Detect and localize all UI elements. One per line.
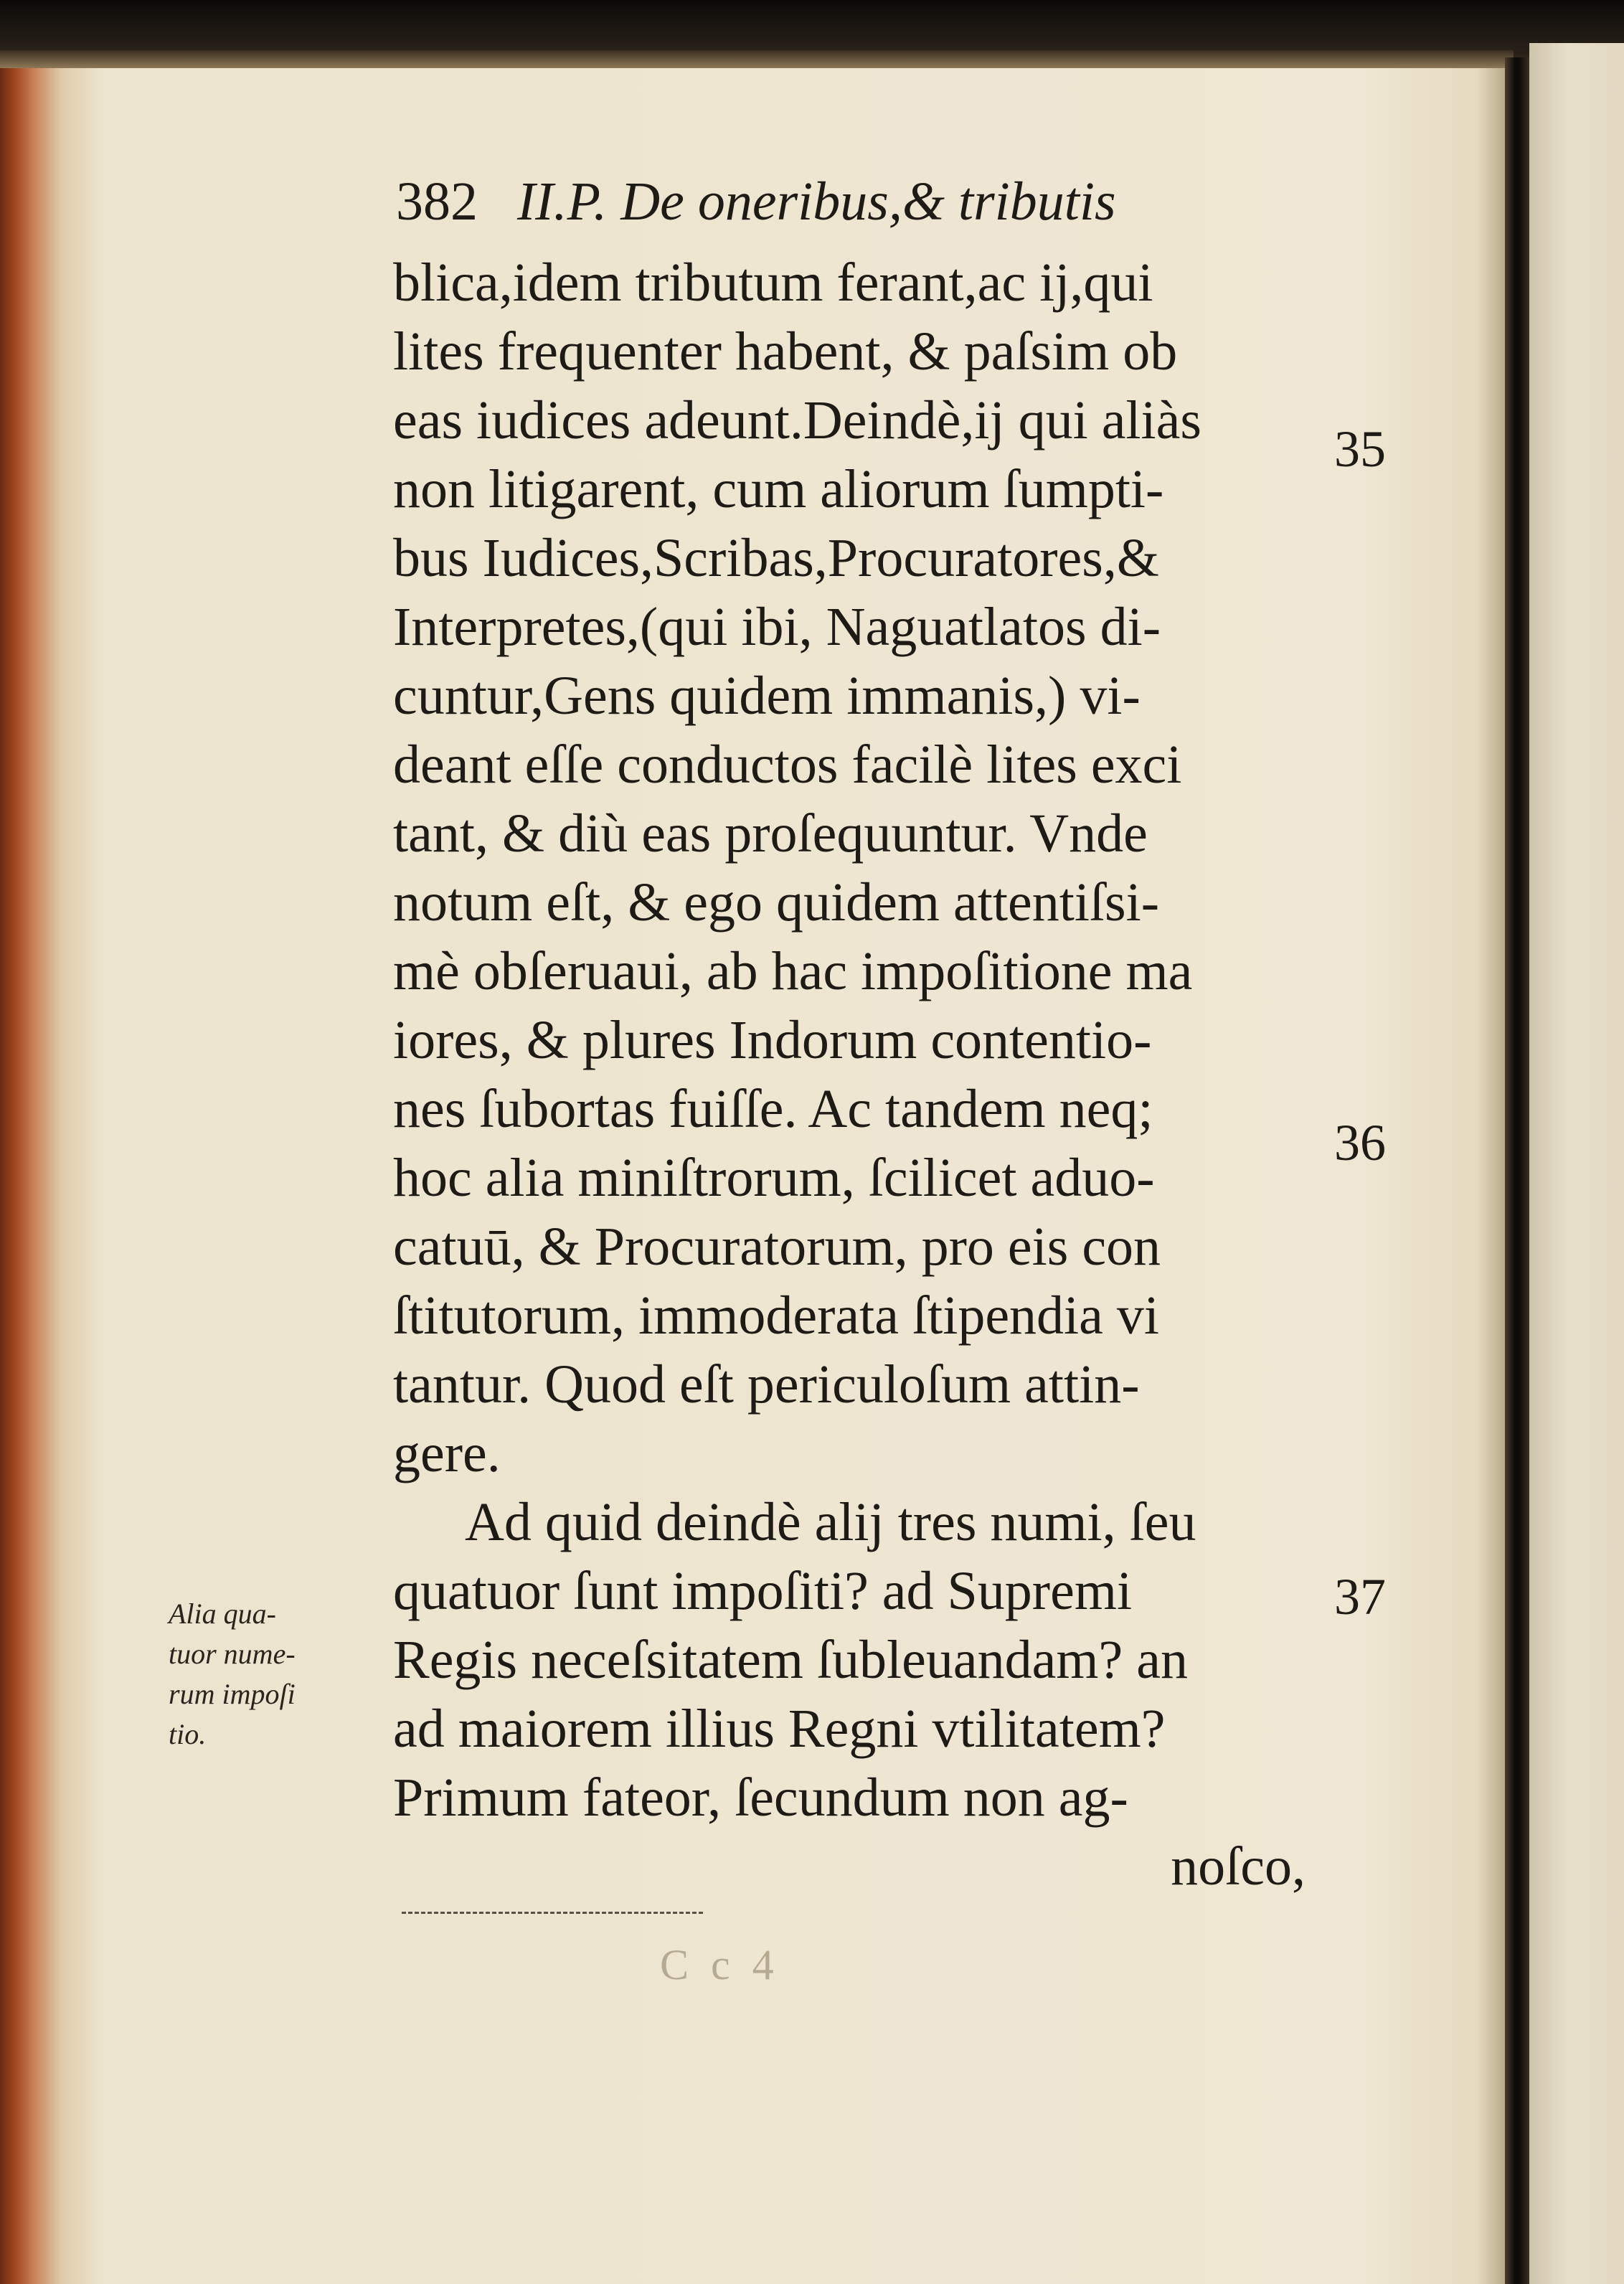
body-line: quatuor ſunt impoſiti? ad Supremi: [393, 1561, 1133, 1621]
running-title: II.P. De oneribus,& tributis: [517, 171, 1116, 232]
body-line: cuntur,Gens quidem immanis,) vi-: [393, 666, 1141, 726]
marginal-note: [169, 1594, 384, 1755]
marginal-note-line: tio.: [169, 1718, 207, 1750]
body-line: nes ſubortas fuiſſe. Ac tandem neq;: [393, 1079, 1153, 1139]
marginal-note-line: tuor nume-: [169, 1638, 296, 1670]
body-line: ſtitutorum, immoderata ſtipendia vi: [393, 1285, 1160, 1346]
body-line: hoc alia miniſtrorum, ſcilicet aduo-: [393, 1148, 1155, 1208]
body-line: eas iudices adeunt.Deindè,ij qui aliàs: [393, 390, 1202, 450]
underline-rule: [402, 1912, 703, 1914]
body-line: bus Iudices,Scribas,Procuratores,&: [393, 528, 1159, 588]
body-line: Interpretes,(qui ibi, Naguatlatos di-: [393, 597, 1161, 657]
signature-mark: C c 4: [660, 1941, 780, 1988]
book-gutter: [1505, 57, 1529, 2284]
body-line: ad maiorem illius Regni vtilitatem?: [393, 1699, 1166, 1759]
marginal-note-line: rum impoſi: [169, 1678, 296, 1710]
body-line: Regis neceſsitatem ſubleuandam? an: [393, 1630, 1188, 1690]
margin-number: 37: [1334, 1568, 1386, 1625]
body-line: deant eſſe conductos facilè lites exci: [393, 735, 1182, 795]
body-line: non litigarent, cum aliorum ſumpti-: [393, 459, 1164, 519]
body-line: Primum fateor, ſecundum non ag-: [393, 1768, 1128, 1828]
marginal-note-line: Alia qua-: [169, 1598, 276, 1630]
page-number: 382: [396, 171, 478, 232]
body-line: catuū, & Procuratorum, pro eis con: [393, 1217, 1161, 1277]
margin-number: 35: [1334, 420, 1386, 478]
body-line: notum eſt, & ego quidem attentiſsi-: [393, 872, 1160, 933]
body-line: tant, & diù eas proſequuntur. Vnde: [393, 803, 1148, 864]
body-line: tantur. Quod eſt periculoſum attin-: [393, 1354, 1140, 1415]
margin-number: 36: [1334, 1114, 1386, 1171]
body-line: blica,idem tributum ferant,ac ij,qui: [393, 253, 1153, 313]
body-line: gere.: [393, 1423, 501, 1483]
body-line: iores, & plures Indorum contentio-: [393, 1010, 1152, 1070]
body-line: mè obſeruaui, ab hac impoſitione ma: [393, 941, 1193, 1001]
running-header: [396, 171, 1221, 233]
catchword: noſco,: [1171, 1836, 1306, 1897]
body-line: lites frequenter habent, & paſsim ob: [393, 321, 1178, 382]
facing-page-edge: [1529, 43, 1624, 2284]
body-line: Ad quid deindè alij tres numi, ſeu: [465, 1492, 1196, 1552]
